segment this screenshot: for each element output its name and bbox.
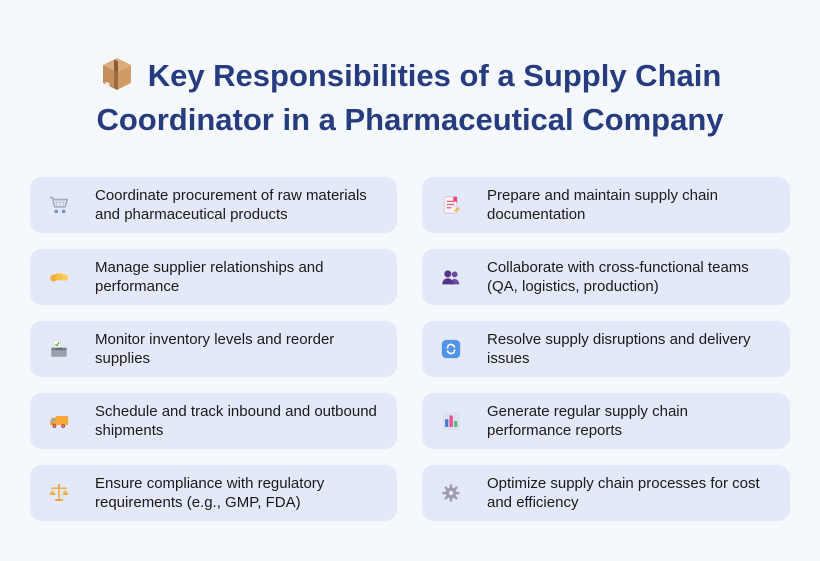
card-text: Monitor inventory levels and reorder supplies [95, 331, 335, 367]
page-title [0, 56, 820, 139]
card-text: Resolve supply disruptions and delivery issues [487, 331, 751, 367]
card-text: Coordinate procurement of raw materials and pharmaceutical products [95, 187, 367, 223]
card-text: Optimize supply chain processes for cost and efficiency [487, 475, 760, 511]
card-disruptions [422, 321, 790, 377]
bar-chart-icon [440, 410, 462, 432]
responsibility-grid [30, 177, 790, 521]
card-compliance [30, 465, 397, 521]
card-procurement [30, 177, 397, 233]
sync-icon [440, 338, 462, 360]
document-icon [440, 194, 462, 216]
card-text: Prepare and maintain supply chain documentation [487, 187, 718, 223]
card-suppliers [30, 249, 397, 305]
card-text: Schedule and track inbound and outbound shipments [95, 403, 377, 439]
shopping-cart-icon [48, 194, 70, 216]
card-inventory [30, 321, 397, 377]
gear-icon [440, 482, 462, 504]
card-optimization [422, 465, 790, 521]
team-icon [440, 266, 462, 288]
card-reports [422, 393, 790, 449]
title-line-1: Key Responsibilities of a Supply Chain [147, 58, 722, 93]
card-documentation [422, 177, 790, 233]
card-text: Manage supplier relationships and performance [95, 259, 324, 295]
package-icon [99, 56, 135, 101]
balance-scale-icon [48, 482, 70, 504]
card-text: Generate regular supply chain performance reports [487, 403, 688, 439]
card-text: Collaborate with cross-functional teams (QA, logistics, production) [487, 259, 749, 295]
card-shipments [30, 393, 397, 449]
handshake-icon [48, 266, 70, 288]
card-collaboration [422, 249, 790, 305]
title-line-2: Coordinator in a Pharmaceutical Company [96, 102, 724, 137]
inventory-box-icon [48, 338, 70, 360]
truck-icon [48, 410, 70, 432]
card-text: Ensure compliance with regulatory requirements (e.g., GMP, FDA) [95, 475, 325, 511]
